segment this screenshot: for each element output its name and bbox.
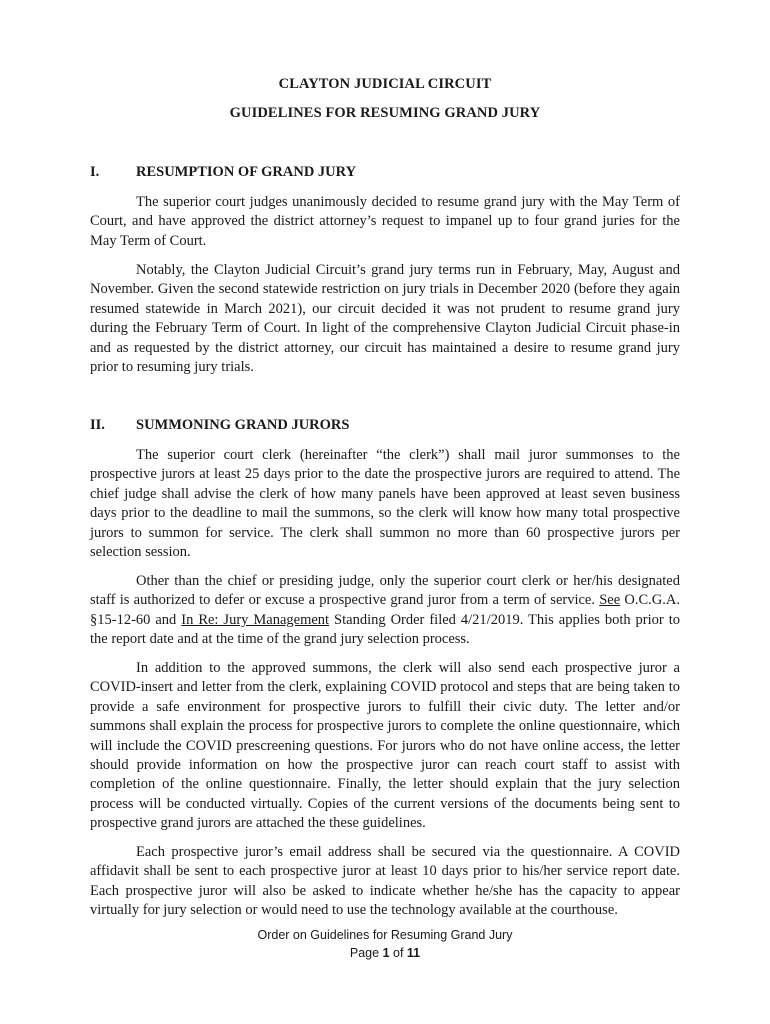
section-1-title: RESUMPTION OF GRAND JURY bbox=[136, 164, 357, 180]
section-2-paragraph-3: In addition to the approved summons, the clerk will also send each prospective juror a COVID-insert and letter from the clerk, explaining COVID protocol and steps that are being taken to provide a safe environment for prospective jurors to fulfill their civic duty. The letter and/or summons shall explain the process for prospective jurors to complete the online questionnaire, which will include the COVID prescreening questions. For jurors who do not have online access, the letter should provide information on how the prospective juror can reach court staff to assist with completion of the online questionnaire. Finally, the letter should explain that the jury selection process will be conducted virtually. Copies of the current versions of the documents being sent to prospective grand jurors are attached the these guidelines. bbox=[90, 660, 680, 832]
section-2-paragraph-1: The superior court clerk (hereinafter “the clerk”) shall mail juror summonses to the prospective jurors at least 25 days prior to the date the prospective jurors are required to attend. The chief judge shall advise the clerk of how many panels have been approved at least seven business days prior to the deadline to mail the summons, so the clerk will know how many total prospective jurors to summon for service. The clerk shall summon no more than 60 prospective jurors per selection session. bbox=[90, 447, 680, 561]
footer-document-name: Order on Guidelines for Resuming Grand Jury bbox=[257, 928, 513, 942]
section-2-paragraph-4: Each prospective juror’s email address shall be secured via the questionnaire. A COVID affidavit shall be sent to each prospective juror at least 10 days prior to his/her service report date. Each prospective juror will also be asked to indicate whether he/she has the capacity to appear virtually for jury selection or would need to use the technology available at the courthouse. bbox=[90, 844, 680, 919]
section-1-paragraph-2: Notably, the Clayton Judicial Circuit’s grand jury terms run in February, May, August and November. Given the second statewide restriction on jury trials in December 2020 (before they again resumed statewide in March 2021), our circuit decided it was not prudent to resume grand jury during the February Term of Court. In light of the comprehensive Clayton Judicial Circuit phase-in and as requested by the district attorney, our circuit has maintained a desire to resume grand jury prior to resuming jury trials. bbox=[90, 262, 680, 376]
see-citation: See bbox=[599, 592, 621, 609]
section-1-heading bbox=[90, 164, 356, 181]
page-footer bbox=[0, 926, 770, 962]
standing-order-reference: In Re: Jury Management bbox=[181, 611, 330, 628]
page-number: Page 1 of 11 bbox=[349, 946, 421, 960]
section-1-number: I. bbox=[90, 164, 100, 180]
section-2-title: SUMMONING GRAND JURORS bbox=[136, 417, 350, 433]
section-2-paragraph-2: Other than the chief or presiding judge, only the superior court clerk or her/his designated staff is authorized to defer or excuse a prospective grand juror from a term of service. See O.C.G.A. §15-12-60 and In Re: Jury Management Standing Order filed 4/21/2019. This applies both prior to the report date and at the time of the grand jury selection process. bbox=[90, 573, 680, 648]
section-1-paragraph-1: The superior court judges unanimously decided to resume grand jury with the May Term of Court, and have approved the district attorney’s request to impanel up to four grand juries for the May Term of Court. bbox=[90, 194, 680, 249]
document-title: CLAYTON JUDICIAL CIRCUIT bbox=[278, 76, 492, 92]
section-2-number: II. bbox=[90, 417, 105, 433]
document-subtitle: GUIDELINES FOR RESUMING GRAND JURY bbox=[229, 105, 541, 121]
section-2-heading bbox=[90, 417, 349, 434]
